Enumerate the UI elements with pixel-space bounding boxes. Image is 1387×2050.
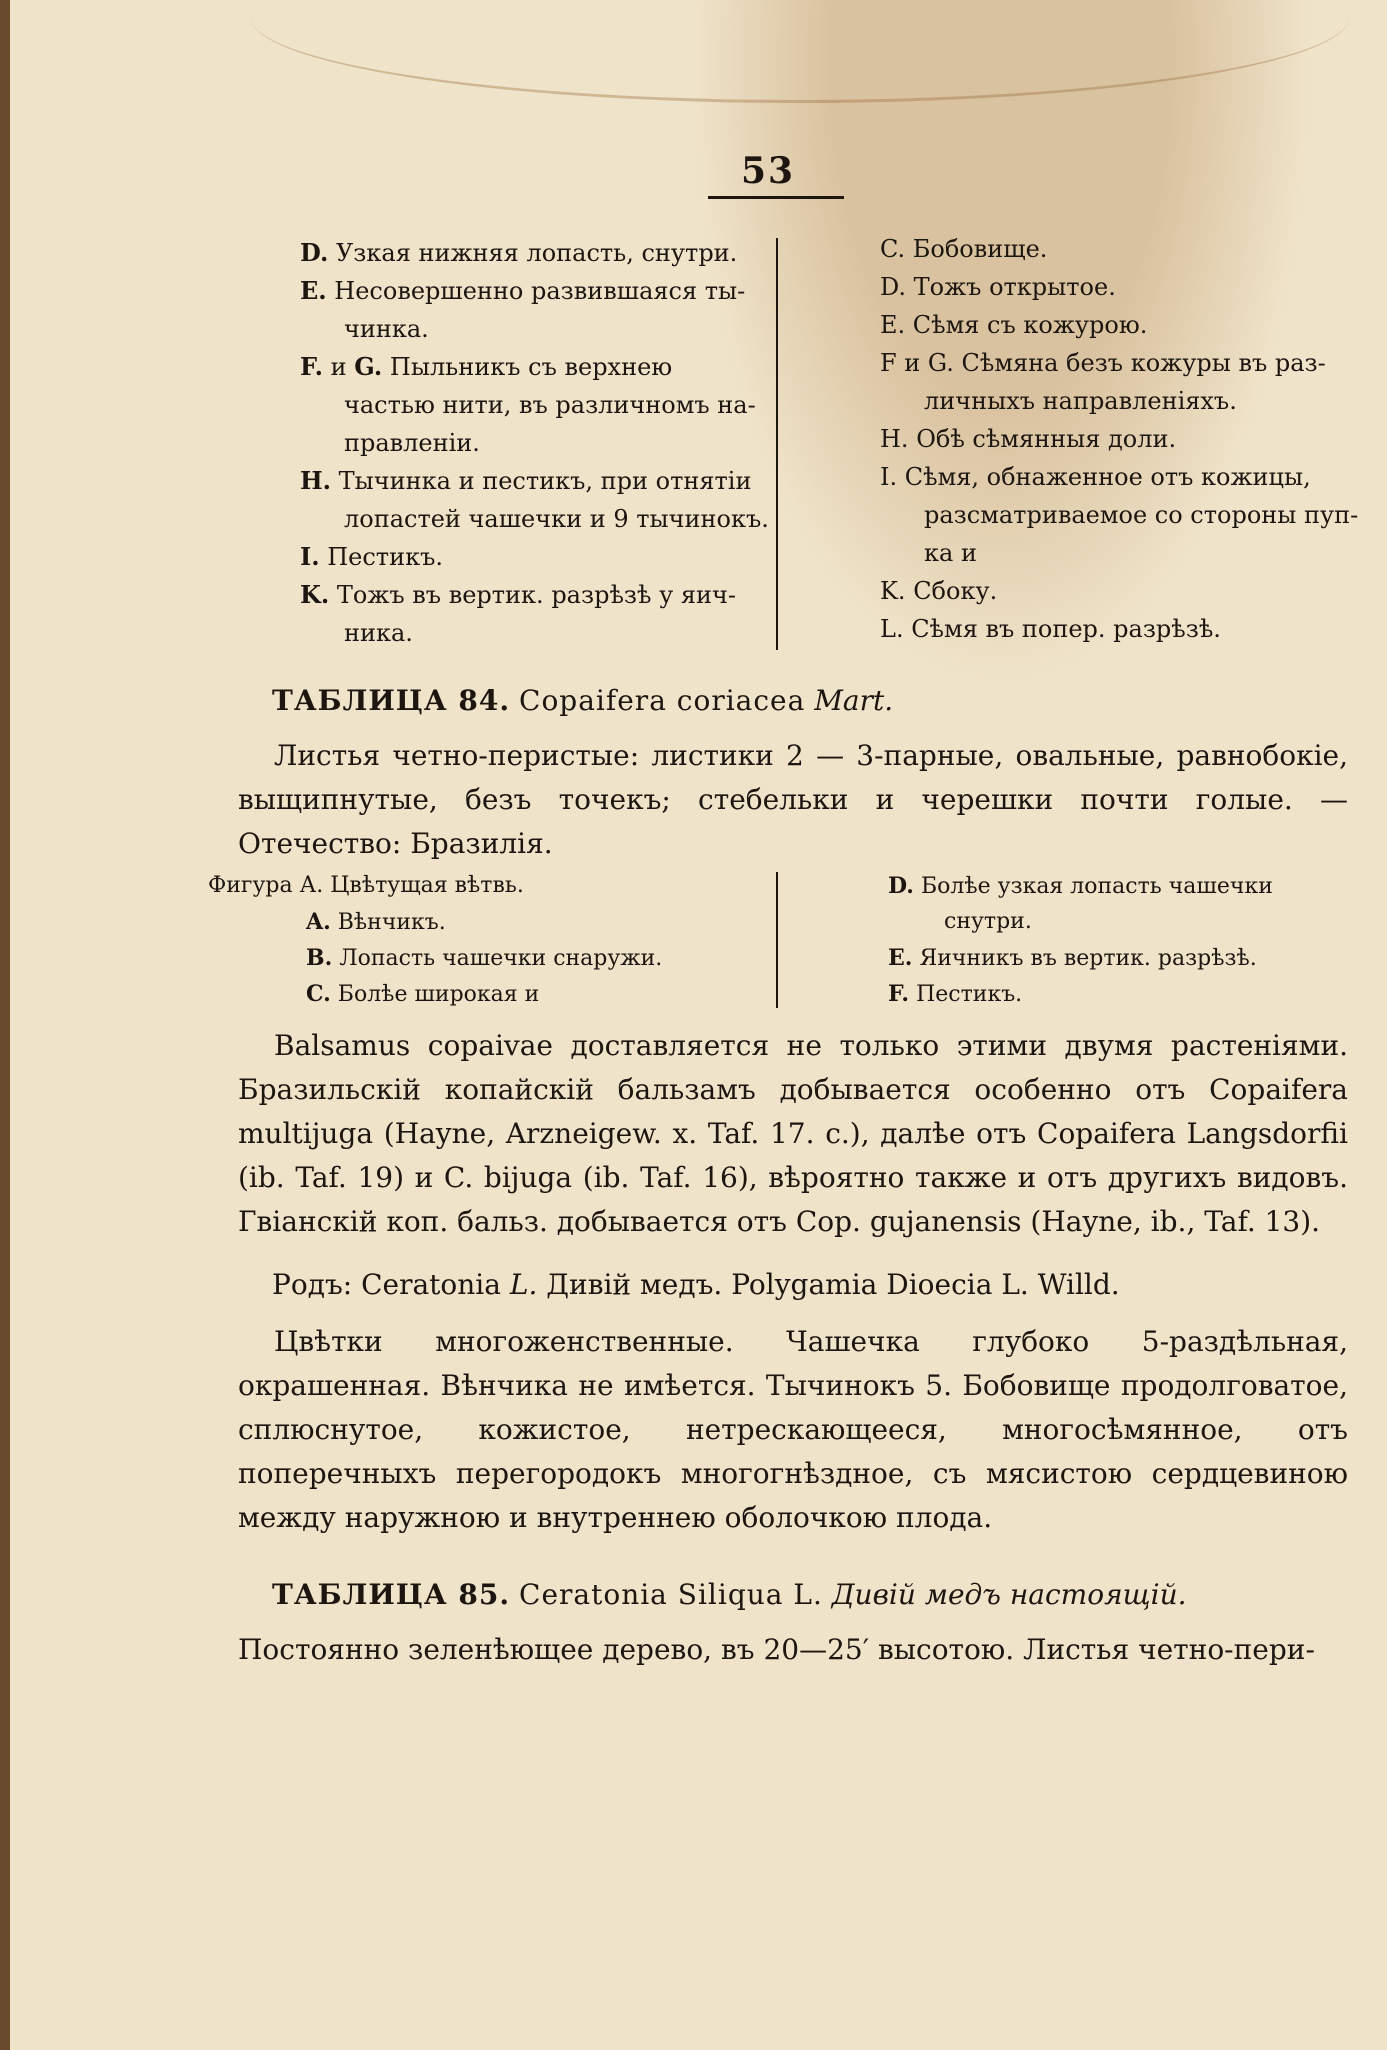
legend-entry: C. Бобовище.	[880, 235, 1048, 263]
column-divider	[776, 872, 778, 1008]
legend-entry: H. Обѣ сѣмянныя доли.	[880, 425, 1177, 453]
figure-entry: A. Вѣнчикъ.	[306, 909, 446, 935]
column-divider	[776, 238, 778, 650]
legend-entry: F. и G. Пыльникъ съ верхнею	[300, 352, 673, 381]
legend-entry: K. Тожъ въ вертик. разрѣзѣ у яич-	[300, 580, 736, 609]
figure-entry: C. Болѣе широкая и	[306, 981, 540, 1007]
figure-entry: Фигура А. Цвѣтущая вѣтвь.	[208, 873, 524, 898]
page-number-rule	[708, 196, 844, 199]
legend-entry-continuation: частью нити, въ различномъ на-	[344, 391, 756, 419]
page-number: 53	[740, 150, 796, 192]
page	[10, 0, 1387, 2050]
figure-entry: E. Яичникъ въ вертик. разрѣзѣ.	[888, 945, 1257, 971]
genus-heading: Родъ: Ceratonia L. Дивій медъ. Polygamia Dioecia L. Willd.	[272, 1268, 1120, 1301]
legend-entry: D. Узкая нижняя лопасть, снутри.	[300, 238, 738, 267]
legend-entry-continuation: лопастей чашечки и 9 тычинокъ.	[344, 505, 769, 533]
legend-right-column	[880, 230, 1360, 648]
table-85-heading: ТАБЛИЦА 85. Ceratonia Siliqua L. Дивій медъ настоящій.	[272, 1578, 1187, 1611]
table-84-heading: ТАБЛИЦА 84. Copaifera coriacea Mart.	[272, 684, 894, 717]
legend-entry: H. Тычинка и пестикъ, при отнятіи	[300, 466, 752, 495]
legend-entry-continuation: чинка.	[344, 315, 429, 343]
figure-entry: F. Пестикъ.	[888, 981, 1023, 1007]
legend-entry-continuation: ника.	[344, 619, 413, 647]
figure-entry: D. Болѣе узкая лопасть чашечки	[888, 873, 1273, 899]
legend-entry-continuation: личныхъ направленіяхъ.	[924, 387, 1237, 415]
legend-entry: I. Сѣмя, обнаженное отъ кожицы,	[880, 463, 1311, 491]
legend-left-column	[300, 234, 770, 652]
water-stain	[250, 0, 1350, 103]
legend-entry: E. Сѣмя съ кожурою.	[880, 311, 1148, 339]
table-84-description: Листья четно-перистые: листики 2 — 3-парные, овальные, равнобокіе, выщипнутые, безъ точекъ; стебельки и черешки почти голые. — Отечество: Бразилія.	[238, 739, 1348, 860]
legend-entry: I. Пестикъ.	[300, 542, 443, 571]
legend-entry: E. Несовершенно развившаяся ты-	[300, 276, 746, 305]
legend-entry: D. Тожъ открытое.	[880, 273, 1116, 301]
legend-entry-continuation: правленіи.	[344, 429, 480, 457]
legend-entry: F и G. Сѣмяна безъ кожуры въ раз-	[880, 349, 1326, 377]
legend-entry: K. Сбоку.	[880, 577, 998, 605]
legend-entry: L. Сѣмя въ попер. разрѣзѣ.	[880, 615, 1221, 643]
legend-entry-continuation: разсматриваемое со стороны пуп-	[924, 501, 1359, 529]
balsam-notes: Balsamus copaivae доставляется не только этими двумя растеніями. Бразильскій копайскій бальзамъ добывается особенно отъ Copaifera multijuga (Hayne, Arzneigew. x. Taf. 17. c.), далѣе отъ Copaifera Langsdorfii (ib. Taf. 19) и C. bijuga (ib. Taf. 16), вѣроятно также и отъ другихъ видовъ. Гвіанскій коп. бальз. добывается отъ Cop. gujanensis (Hayne, ib., Taf. 13).	[238, 1029, 1348, 1238]
figure-entry-continuation: снутри.	[944, 909, 1032, 934]
figure-entry: B. Лопасть чашечки снаружи.	[306, 945, 663, 971]
genus-description: Цвѣтки многоженственные. Чашечка глубоко 5-раздѣльная, окрашенная. Вѣнчика не имѣется. Тычинокъ 5. Бобовище продолговатое, сплюснутое, кожистое, нетрескающееся, многосѣмянное, отъ поперечныхъ перегородокъ многогнѣздное, съ мясистою сердцевиною между наружною и внутреннею оболочкою плода.	[238, 1325, 1348, 1534]
table-85-description-start: Постоянно зеленѣющее дерево, въ 20—25′ высотою. Листья четно-пери-	[238, 1633, 1315, 1666]
legend-entry-continuation: ка и	[924, 539, 977, 567]
